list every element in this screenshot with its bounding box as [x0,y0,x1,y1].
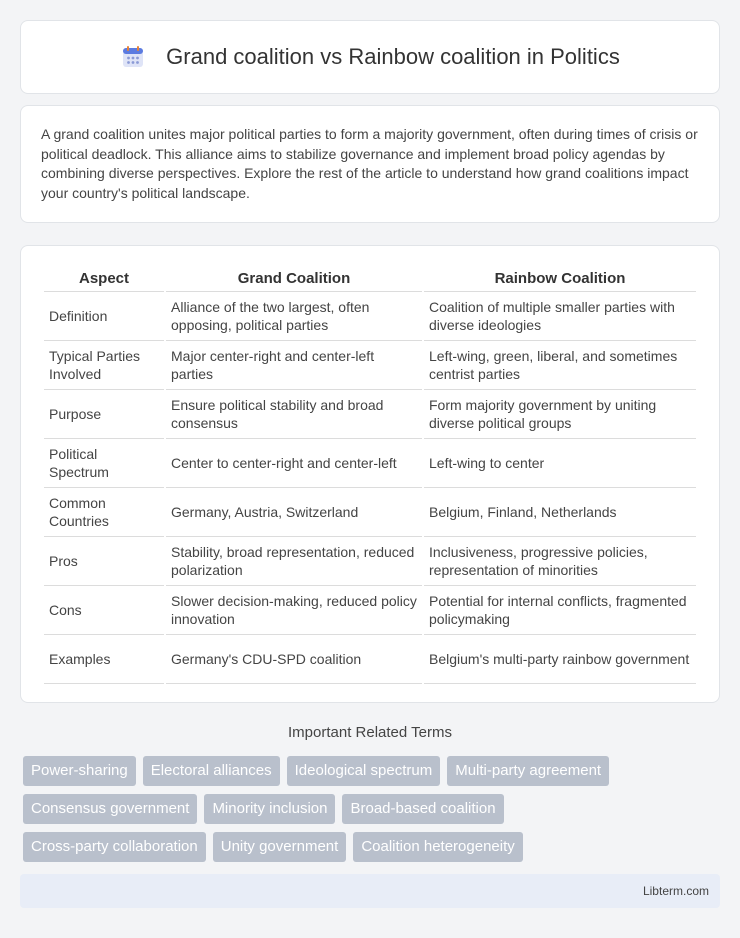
tag-multi-party-agreement[interactable]: Multi-party agreement [447,756,609,786]
header-aspect: Aspect [44,266,164,292]
table-row [44,488,696,537]
tag-cross-party-collaboration[interactable]: Cross-party collaboration [23,832,206,862]
cell-rainbow: Inclusiveness, progressive policies, representation of minorities [424,537,696,586]
cell-grand: Slower decision-making, reduced policy innovation [166,586,422,635]
cell-grand: Major center-right and center-left parties [166,341,422,390]
tag-broad-based-coalition[interactable]: Broad-based coalition [342,794,503,824]
table-row [44,439,696,488]
cell-rainbow: Left-wing, green, liberal, and sometimes centrist parties [424,341,696,390]
cell-aspect: Pros [44,537,164,586]
cell-grand: Alliance of the two largest, often opposing, political parties [166,292,422,341]
page-title: Grand coalition vs Rainbow coalition in Politics [166,44,620,69]
tag-power-sharing[interactable]: Power-sharing [23,756,136,786]
tag-coalition-heterogeneity[interactable]: Coalition heterogeneity [353,832,522,862]
footer [20,874,720,908]
related-terms [23,756,723,870]
cell-rainbow: Belgium's multi-party rainbow government [424,635,696,684]
table-row [44,635,696,684]
comparison-table [42,266,698,684]
intro-card [20,105,720,223]
cell-aspect: Purpose [44,390,164,439]
cell-aspect: Examples [44,635,164,684]
cell-aspect: Cons [44,586,164,635]
table-row [44,537,696,586]
tag-row [23,832,723,862]
table-row [44,341,696,390]
cell-rainbow: Left-wing to center [424,439,696,488]
table-header-row [44,266,696,292]
cell-grand: Germany's CDU-SPD coalition [166,635,422,684]
comparison-table-card [20,245,720,703]
cell-rainbow: Form majority government by uniting diverse political groups [424,390,696,439]
cell-aspect: Definition [44,292,164,341]
cell-rainbow: Belgium, Finland, Netherlands [424,488,696,537]
cell-rainbow: Potential for internal conflicts, fragmented policymaking [424,586,696,635]
cell-aspect: Political Spectrum [44,439,164,488]
tag-row [23,756,723,786]
tag-electoral-alliances[interactable]: Electoral alliances [143,756,280,786]
header-rainbow-coalition: Rainbow Coalition [424,266,696,292]
tag-minority-inclusion[interactable]: Minority inclusion [204,794,335,824]
tag-consensus-government[interactable]: Consensus government [23,794,197,824]
tag-ideological-spectrum[interactable]: Ideological spectrum [287,756,441,786]
intro-text: A grand coalition unites major political parties to form a majority government, often during times of crisis or political deadlock. This alliance aims to stabilize governance and implement broad policy agendas by combining diverse perspectives. Explore the rest of the article to understand how grand coalitions impact your country's political landscape. [41,126,698,201]
tag-row [23,794,723,824]
title-card [20,20,720,94]
cell-aspect: Common Countries [44,488,164,537]
table-row [44,390,696,439]
cell-grand: Center to center-right and center-left [166,439,422,488]
table-row [44,292,696,341]
calendar-icon [120,44,146,70]
cell-grand: Germany, Austria, Switzerland [166,488,422,537]
header-grand-coalition: Grand Coalition [166,266,422,292]
tag-unity-government[interactable]: Unity government [213,832,347,862]
related-terms-title: Important Related Terms [288,724,452,741]
cell-grand: Ensure political stability and broad consensus [166,390,422,439]
table-row [44,586,696,635]
cell-rainbow: Coalition of multiple smaller parties with diverse ideologies [424,292,696,341]
footer-site-link[interactable]: Libterm.com [642,884,709,898]
cell-aspect: Typical Parties Involved [44,341,164,390]
cell-grand: Stability, broad representation, reduced polarization [166,537,422,586]
